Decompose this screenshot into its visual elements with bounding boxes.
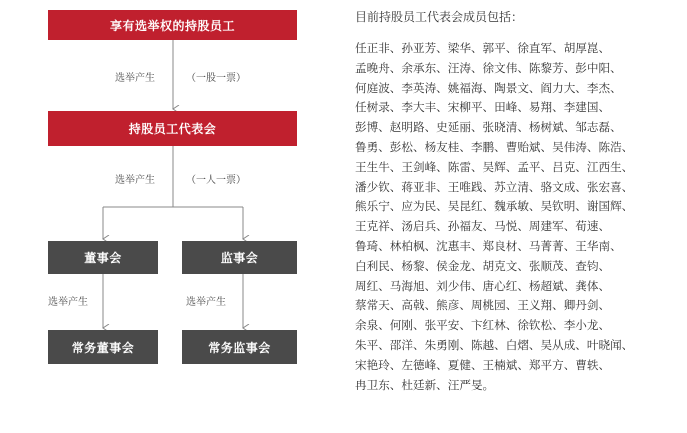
edge-label-elected-1: 选举产生 xyxy=(115,73,155,84)
members-panel xyxy=(343,8,673,395)
members-line: 朱平、邵洋、朱勇刚、陈越、白熠、吴从成、叶晓闻、 xyxy=(355,337,634,352)
members-line: 任树录、李大丰、宋柳平、田峰、易翔、李建国、 xyxy=(355,100,611,115)
members-list xyxy=(343,39,673,395)
shareholding-employees-box: 享有选举权的持股员工 xyxy=(48,10,297,40)
members-line: 彭博、赵明路、史延丽、张晓清、杨树斌、邹志磊、 xyxy=(355,120,622,135)
members-line: 蔡常天、高戟、熊彦、周桃园、王义翔、卿丹剑、 xyxy=(355,298,611,313)
edge-note-one-share-one-vote: （一股一票） xyxy=(186,73,246,84)
executive-supervisory-box: 常务监事会 xyxy=(182,330,297,364)
board-of-directors-box: 董事会 xyxy=(48,241,158,274)
members-line: 孟晚舟、余承东、汪涛、徐文伟、陈黎芳、彭中阳、 xyxy=(355,60,622,75)
members-line: 任正非、孙亚芳、梁华、郭平、徐直军、胡厚崑、 xyxy=(355,41,611,55)
supervisory-board-box: 监事会 xyxy=(182,241,297,274)
members-line: 鲁勇、彭松、杨友桂、李鹏、曹贻斌、吴伟涛、陈浩、 xyxy=(355,139,634,154)
members-line: 冉卫东、杜廷新、汪严旻。 xyxy=(355,377,495,392)
members-line: 余泉、何刚、张平安、卞红林、徐钦松、李小龙、 xyxy=(355,318,611,333)
edge-label-elected-2: 选举产生 xyxy=(115,175,155,186)
edge-note-one-person-one-vote: （一人一票） xyxy=(186,175,246,186)
members-line: 王克祥、汤启兵、孙福友、马悦、周建军、荀速、 xyxy=(355,219,611,234)
members-line: 白利民、杨黎、侯金龙、胡克文、张顺茂、查钧、 xyxy=(355,258,611,273)
members-line: 周红、马海旭、刘少伟、唐心红、杨超斌、龚体、 xyxy=(355,278,611,293)
members-line: 潘少钦、蒋亚非、王唯践、苏立清、骆文成、张宏喜、 xyxy=(355,179,634,194)
employee-representative-box: 持股员工代表会 xyxy=(48,111,297,146)
edge-label-elected-3: 选举产生 xyxy=(48,297,88,308)
members-line: 熊乐宁、应为民、吴昆红、魏承敏、吴钦明、谢国辉、 xyxy=(355,199,634,214)
members-line: 鲁琦、林柏枫、沈惠丰、郑良材、马菁菁、王华南、 xyxy=(355,238,622,253)
executive-board-box: 常务董事会 xyxy=(48,330,158,364)
members-line: 何庭波、李英涛、姚福海、陶景文、阎力大、李杰、 xyxy=(355,80,622,95)
members-line: 王生牛、王剑峰、陈雷、吴辉、孟平、吕克、江西生、 xyxy=(355,159,634,174)
members-heading: 目前持股员工代表会成员包括： xyxy=(355,10,524,24)
members-line: 宋艳玲、左德峰、夏健、王楠斌、郑平方、曹轶、 xyxy=(355,357,611,372)
edge-label-elected-4: 选举产生 xyxy=(186,297,226,308)
